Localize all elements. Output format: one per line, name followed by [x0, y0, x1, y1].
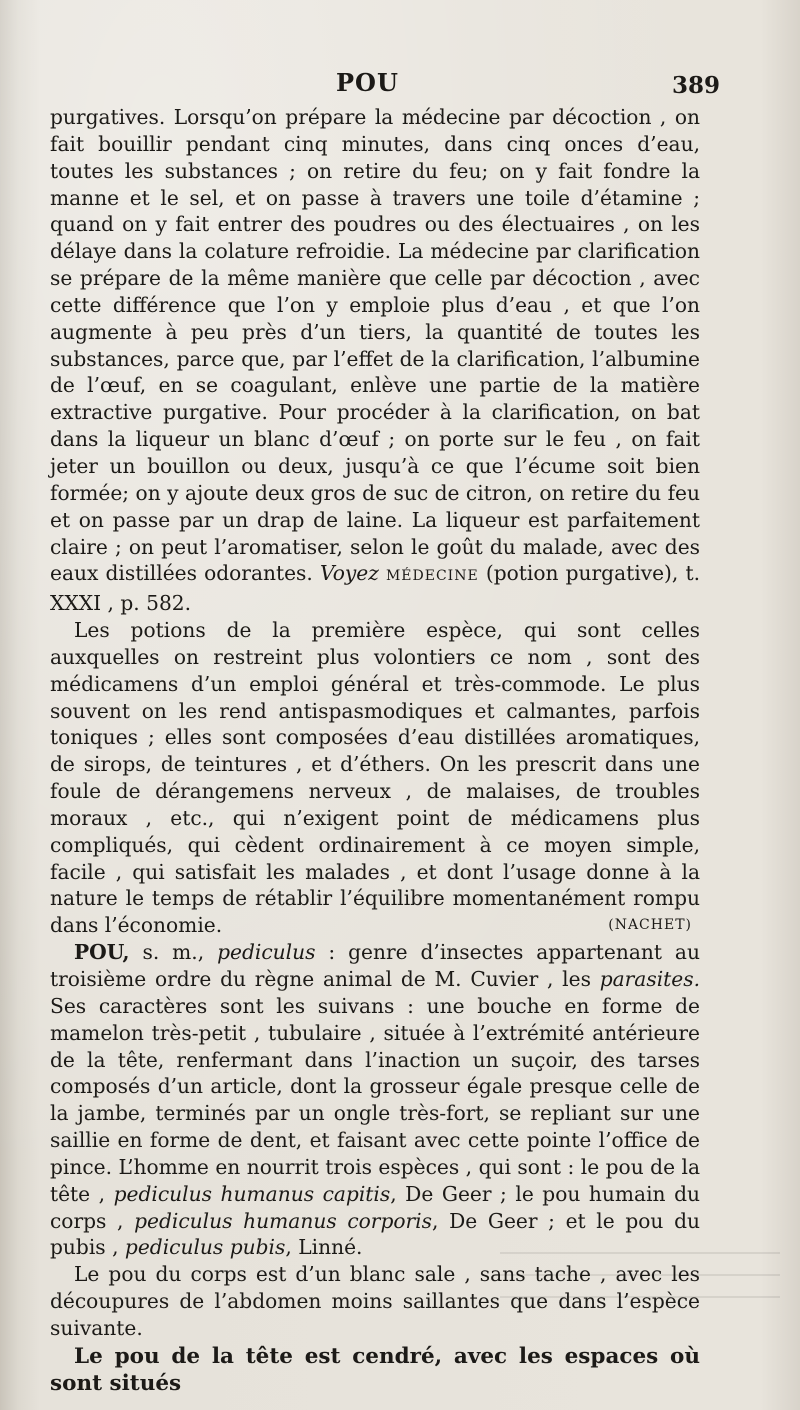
grammatical-category: s. m. [142, 940, 198, 965]
paragraph-potions [50, 617, 700, 939]
paragraph-pou-corps: Le pou du corps est d’un blanc sale , sans tache , avec les découpures de l’abdomen moins saillantes que dans l’espèce suivante. [50, 1262, 700, 1340]
paragraph-text: Ses caractères sont les suivans : une bouche en forme de mamelon très-petit , tubulaire , située à l’extrémité antérieure de la tête, renfermant dans l’inaction un suçoir, des tarses composés d’un article, dont la grosseur égale presque celle de la jambe, terminés par un ongle très-fort, se repliant sur une saillie en forme de dent, et faisant avec cette pointe l’office de pince. L’homme en nourrit trois espèces , qui sont : le pou de la tête , [50, 993, 700, 1206]
body-text [50, 104, 700, 1398]
paragraph-text: , Linné. [285, 1235, 363, 1260]
paragraph-text: , De Geer ; le pou humain du corps , [50, 1181, 700, 1233]
entry-headword: POU, [74, 940, 130, 965]
running-head: POU [336, 68, 399, 97]
voyez-reference: Voyez [319, 561, 379, 586]
paragraph-text: Les potions de la première espèce, qui sont celles auxquelles on restreint plus volontiers ce nom , sont des médicamens d’un emploi général et très-commode. Le plus souvent on les rend antispasmodiques et calmantes, parfois toniques ; elles sont composées d’eau distillées aromatiques, de sirops, de teintures , et d’éthers. On les prescrit dans une foule de dérangemens nerveux , de malaises, de troubles moraux , etc., qui n’exigent point de médicamens plus compliqués, qui cèdent ordinairement à ce moyen simple, facile , qui satisfait les malades , et dont l’usage donne à la nature le temps de rétablir l’équilibre momentanément rompu dans l’économie. [50, 618, 700, 938]
paragraph-text: , De Geer ; et le pou du pubis , [50, 1208, 701, 1260]
paragraph-medecine [50, 104, 700, 617]
latin-term: pediculus pubis [124, 1235, 286, 1260]
paragraph-text: : genre d’insectes appartenant au troisième ordre du règne animal de M. Cuvier , les [50, 940, 700, 991]
latin-term: parasites. [599, 967, 700, 991]
page-number: 389 [672, 72, 721, 99]
latin-term: pediculus humanus corporis [134, 1208, 432, 1233]
latin-term: pediculus humanus capitis [113, 1181, 391, 1206]
paragraph-pou-tete: Le pou de la tête est cendré, avec les espaces où sont situés [50, 1343, 700, 1396]
author-signature: (NACHET) [608, 917, 692, 934]
page-header [0, 68, 800, 100]
show-through-bleed [500, 1238, 780, 1298]
cross-reference-location: (potion purgative), t. XXXI , p. 582. [50, 561, 701, 616]
paragraph-pou-entry: POU, s. m., pediculus : genre d’insectes appartenant au troisième ordre du règne animal de M. Cuvier , les parasites. Ses caractères sont les suivans : une bouche en forme de mamelon très-petit , tubulaire , située à l’extrémité antérieure de la tête, renfermant dans l’inaction un suçoir, des tarses composés d’un article, dont la grosseur égale presque celle de la jambe, terminés par un ongle très-fort, se repliant sur une saillie en forme de dent, et faisant avec cette pointe l’office de pince. L’homme en nourrit trois espèces , qui sont : le pou de la tête , pediculus humanus capitis, De Geer ; le pou humain du corps , pediculus humanus corporis, De Geer ; et le pou du pubis , pediculus pubis, Linné. [50, 940, 701, 1260]
cross-reference-term: MÉDECINE [385, 568, 479, 585]
latin-name: pediculus [217, 940, 316, 965]
paragraph-text: purgatives. Lorsqu’on prépare la médecine par décoction , on fait bouillir pendant cinq minutes, dans cinq onces d’eau, toutes les substances ; on retire du feu; on y fait fondre la manne et le sel, et on passe à travers une toile d’étamine ; quand on y fait entrer des poudres ou des électuaires , on les délaye dans la colature refroidie. La médecine par clarification se prépare de la même manière que celle par décoction , avec cette différence que l’on y emploie plus d’eau , et que l’on augmente à peu près d’un tiers, la quantité de toutes les substances, parce que, par l’effet de la clarification, l’albumine de l’œuf, en se coagulant, enlève une partie de la matière extractive purgative. Pour procéder à la clarification, on bat dans la liqueur un blanc d’œuf ; on porte sur le feu , on fait jeter un bouillon ou deux, jusqu’à ce que l’écume soit bien formée; on y ajoute deux gros de suc de citron, on retire du feu et on passe par un drap de laine. La liqueur est parfaitement claire ; on peut l’aromatiser, selon le goût du malade, avec des eaux distillées odorantes. [50, 105, 700, 586]
